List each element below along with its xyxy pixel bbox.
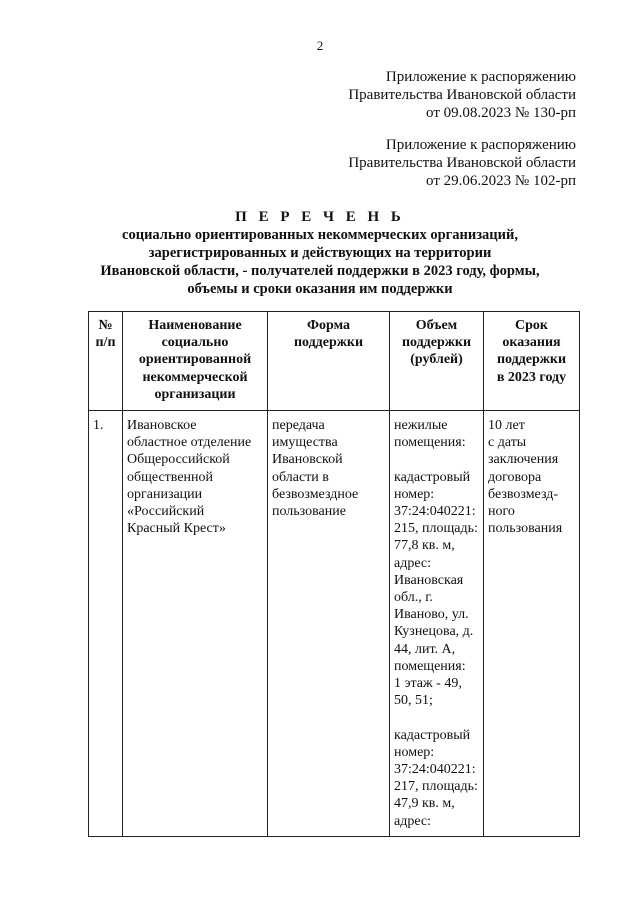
cell-line: безвозмезд-: [488, 486, 559, 502]
header-organization-name: [123, 312, 268, 411]
cell-line: Объем: [415, 318, 458, 333]
appendix-line: Приложение к распоряжению: [385, 137, 576, 153]
cell-support-amount: [390, 411, 484, 837]
cell-line: пользования: [488, 521, 563, 537]
page-number: 2: [316, 38, 324, 53]
cell-line: номер:: [394, 486, 435, 502]
cell-line: 215, площадь:: [394, 521, 478, 537]
appendix-line: от 09.08.2023 № 130-рп: [426, 105, 576, 121]
cell-line: организации: [154, 386, 236, 402]
cell-line: пользование: [272, 504, 346, 520]
cell-line: 50, 51;: [394, 693, 433, 709]
header-support-form: [268, 312, 390, 411]
cell-line: Кузнецова, д.: [394, 624, 474, 640]
header-number: [89, 312, 123, 411]
cell-line: кадастровый: [394, 727, 471, 743]
cell-line: некоммерческой: [142, 369, 248, 385]
cell-line: Форма: [306, 318, 351, 333]
cell-line: области в: [272, 469, 329, 485]
cell-line: адрес:: [394, 813, 432, 829]
cell-line: организации: [127, 486, 203, 502]
cell-line: адрес:: [394, 555, 432, 571]
cell-line: Красный Крест»: [127, 521, 226, 537]
cell-number: 1.: [89, 411, 123, 837]
cell-line: 37:24:040221:: [394, 504, 476, 520]
cell-line: имущества: [272, 435, 338, 451]
cell-line: помещения:: [394, 658, 466, 674]
line-gap: [394, 709, 479, 726]
cell-line: поддержки: [496, 352, 567, 368]
cell-line: нежилые: [394, 418, 448, 434]
document-title: [80, 208, 560, 298]
cell-line: 217, площадь:: [394, 779, 478, 795]
appendix-line: Правительства Ивановской области: [348, 87, 576, 103]
table-header-row: [89, 312, 580, 411]
cell-line: кадастровый: [394, 469, 471, 485]
appendix-line: Приложение к распоряжению: [385, 69, 576, 85]
cell-line: с даты: [488, 435, 527, 451]
cell-line: безвозмездное: [272, 486, 359, 502]
cell-line: помещения:: [394, 435, 466, 451]
line-gap: [394, 451, 479, 468]
title-line: зарегистрированных и действующих на территории: [148, 245, 492, 261]
cell-line: 47,9 кв. м,: [394, 796, 455, 812]
cell-line: оказания: [502, 335, 561, 351]
cell-line: обл., г.: [394, 590, 433, 606]
cell-line: Наименование: [148, 318, 242, 333]
cell-line: «Российский: [127, 504, 205, 520]
cell-line: ориентированной: [138, 352, 252, 368]
cell-line: договора: [488, 469, 542, 485]
cell-support-term: [484, 411, 580, 837]
cell-line: областное отделение: [127, 435, 252, 451]
cell-line: (рублей): [410, 352, 463, 368]
cell-line: заключения: [488, 452, 559, 468]
cell-line: 44, лит. А,: [394, 641, 456, 657]
cell-line: Ивановской: [272, 452, 343, 468]
title-line: Ивановской области, - получателей поддержки в 2023 году, формы,: [100, 263, 540, 279]
cell-line: номер:: [394, 744, 435, 760]
table-row: [89, 411, 580, 837]
title-line: социально ориентированных некоммерческих организаций,: [122, 227, 518, 243]
cell-line: 77,8 кв. м,: [394, 538, 455, 554]
cell-line: Ивановская: [394, 572, 464, 588]
title-line: объемы и сроки оказания им поддержки: [187, 281, 453, 297]
cell-line: Ивановское: [127, 418, 197, 434]
cell-line: п/п: [95, 335, 116, 351]
cell-support-form: [268, 411, 390, 837]
cell-organization-name: [123, 411, 268, 837]
cell-line: ного: [488, 504, 515, 520]
header-support-amount: [390, 312, 484, 411]
cell-line: 1 этаж - 49,: [394, 676, 462, 692]
cell-line: передача: [272, 418, 325, 434]
cell-line: №: [98, 318, 113, 333]
cell-line: общественной: [127, 469, 214, 485]
appendix-note-current: [276, 68, 576, 122]
cell-line: поддержки: [401, 335, 472, 351]
cell-line: Общероссийской: [127, 452, 230, 468]
cell-line: Иваново, ул.: [394, 607, 469, 623]
cell-line: 37:24:040221:: [394, 762, 476, 778]
organizations-table: [88, 311, 580, 837]
header-support-term: [484, 312, 580, 411]
cell-line: 10 лет: [488, 418, 525, 434]
cell-line: в 2023 году: [496, 369, 567, 385]
appendix-note-original: [276, 136, 576, 190]
appendix-line: Правительства Ивановской области: [348, 155, 576, 171]
cell-line: социально: [161, 335, 229, 351]
appendix-line: от 29.06.2023 № 102-рп: [426, 173, 576, 189]
title-heading: П Е Р Е Ч Е Н Ь: [235, 209, 405, 225]
cell-line: Срок: [515, 318, 548, 333]
cell-line: поддержки: [293, 335, 364, 351]
